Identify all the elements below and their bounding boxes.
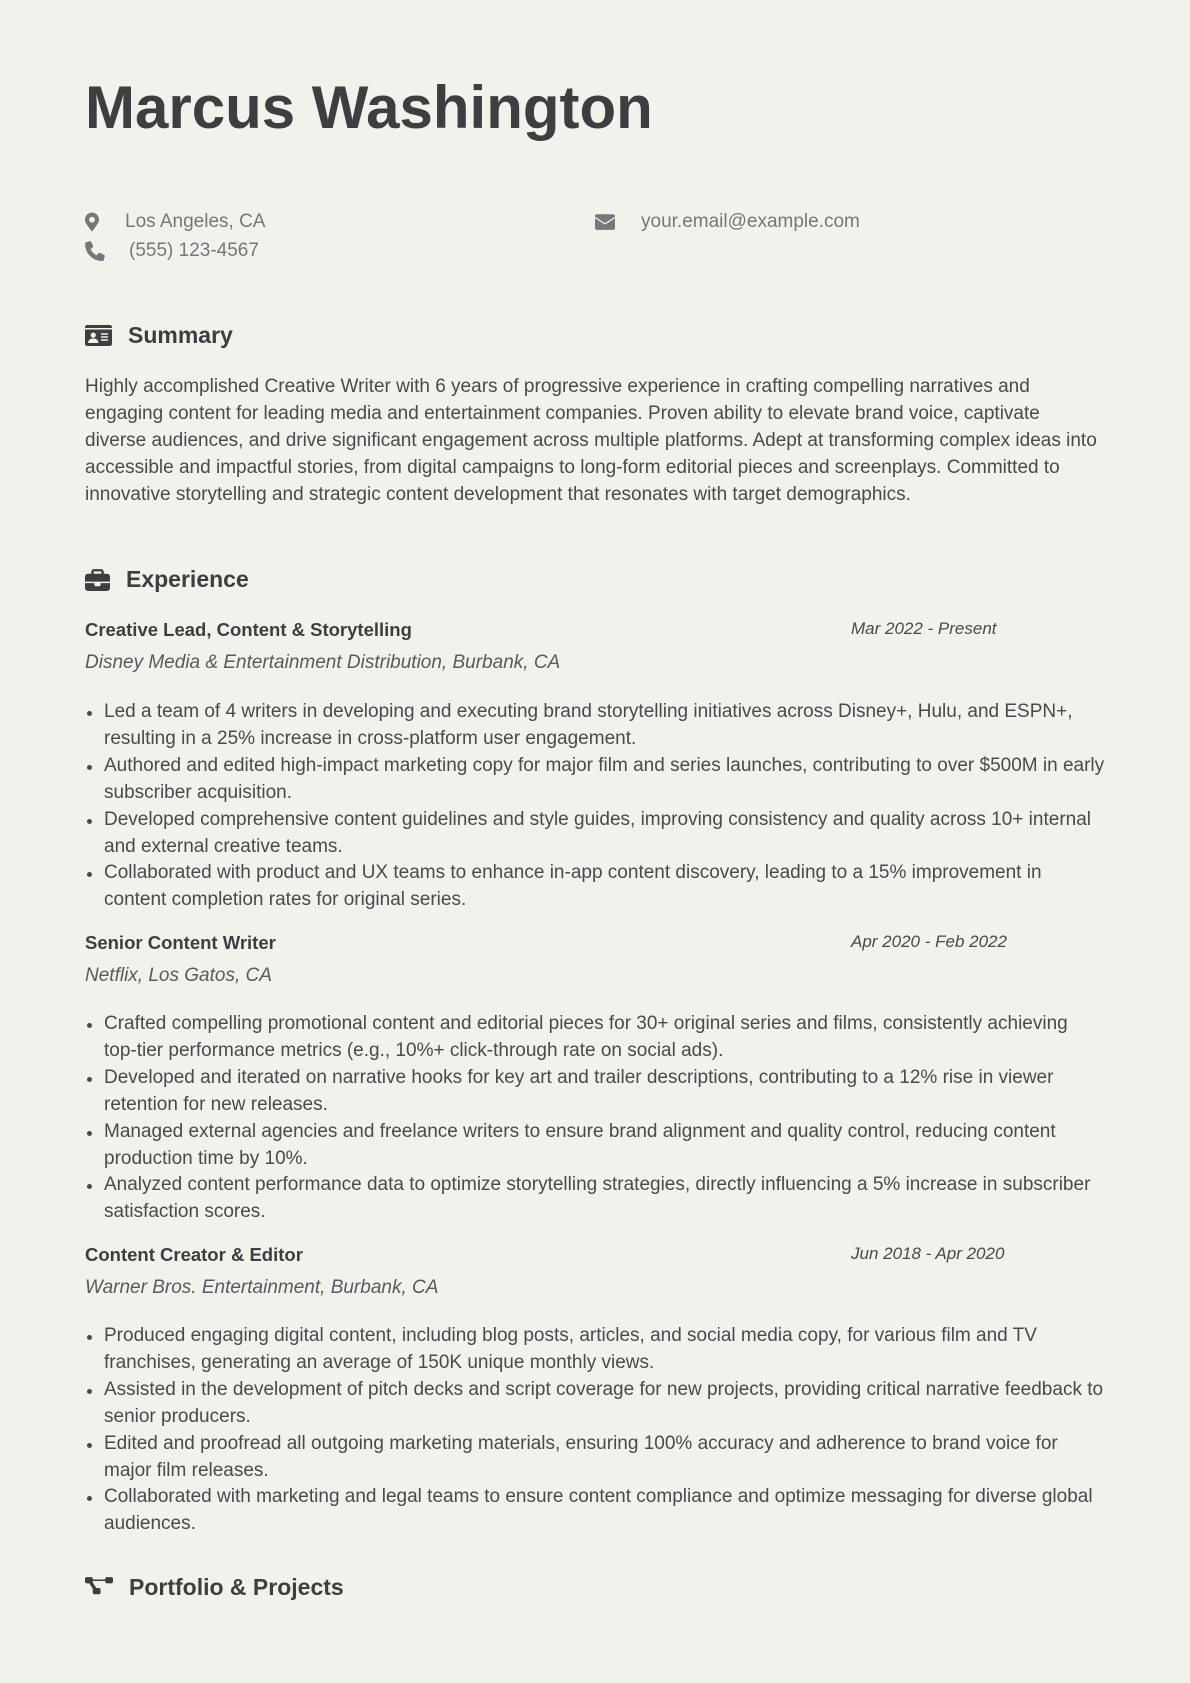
- contact-email: [595, 211, 860, 233]
- section-title: Portfolio & Projects: [129, 1574, 344, 1600]
- job-title: Creative Lead, Content & Storytelling: [85, 619, 412, 640]
- job-bullets: [85, 699, 1105, 914]
- job-company: Netflix, Los Gatos, CA: [85, 965, 272, 986]
- email-link[interactable]: your.email@example.com: [641, 211, 860, 232]
- envelope-icon: [595, 214, 615, 230]
- list-item: Collaborated with product and UX teams to enhance in-app content discovery, leading to a 15% improvement in content completion rates for original series.: [85, 860, 1105, 914]
- list-item: Assisted in the development of pitch decks and script coverage for new projects, providing critical narrative feedback to senior producers.: [85, 1377, 1105, 1431]
- list-item: Managed external agencies and freelance writers to ensure brand alignment and quality control, reducing content production time by 10%.: [85, 1119, 1105, 1173]
- job-bullets: [85, 1011, 1105, 1226]
- list-item: Developed and iterated on narrative hooks for key art and trailer descriptions, contributing to a 12% rise in viewer retention for new releases.: [85, 1065, 1105, 1119]
- project-diagram-icon: [85, 1577, 113, 1599]
- id-card-icon: [85, 325, 112, 346]
- list-item: Produced engaging digital content, including blog posts, articles, and social media copy, for various film and TV franchises, generating an average of 150K unique monthly views.: [85, 1323, 1105, 1377]
- list-item: Edited and proofread all outgoing marketing materials, ensuring 100% accuracy and adherence to brand voice for major film releases.: [85, 1431, 1105, 1485]
- section-experience-heading: [85, 566, 249, 593]
- list-item: Crafted compelling promotional content and editorial pieces for 30+ original series and films, consistently achieving top-tier performance metrics (e.g., 10%+ click-through rate on social ads).: [85, 1011, 1105, 1065]
- summary-text: Highly accomplished Creative Writer with 6 years of progressive experience in crafting compelling narratives and engaging content for leading media and entertainment companies. Proven ability to elevate brand voice, captivate diverse audiences, and drive significant engagement across multiple platforms. Adept at transforming complex ideas into accessible and impactful stories, from digital campaigns to long-form editorial pieces and screenplays. Committed to innovative storytelling and strategic content development that resonates with target demographics.: [85, 376, 1097, 505]
- list-item: Authored and edited high-impact marketing copy for major film and series launches, contributing to over $500M in early subscriber acquisition.: [85, 753, 1105, 807]
- list-item: Led a team of 4 writers in developing and executing brand storytelling initiatives across Disney+, Hulu, and ESPN+, resulting in a 25% increase in cross-platform user engagement.: [85, 699, 1105, 753]
- list-item: Developed comprehensive content guidelines and style guides, improving consistency and quality across 10+ internal and external creative teams.: [85, 807, 1105, 861]
- job-dates: Mar 2022 - Present: [851, 619, 997, 638]
- section-title: Experience: [126, 566, 249, 592]
- phone-icon: [85, 241, 105, 261]
- section-summary-heading: [85, 322, 233, 349]
- job-dates: Jun 2018 - Apr 2020: [851, 1244, 1005, 1263]
- briefcase-icon: [85, 569, 110, 591]
- section-portfolio-heading: [85, 1574, 344, 1601]
- job-company: Warner Bros. Entertainment, Burbank, CA: [85, 1277, 439, 1298]
- candidate-name: Marcus Washington: [85, 74, 653, 141]
- phone-text: (555) 123-4567: [129, 240, 259, 261]
- list-item: Analyzed content performance data to optimize storytelling strategies, directly influencing a 5% increase in subscriber satisfaction scores.: [85, 1172, 1105, 1226]
- list-item: Collaborated with marketing and legal teams to ensure content compliance and optimize messaging for diverse global audiences.: [85, 1484, 1105, 1538]
- job-title: Content Creator & Editor: [85, 1244, 303, 1265]
- location-text: Los Angeles, CA: [125, 211, 266, 232]
- contact-phone: [85, 240, 259, 262]
- job-bullets: [85, 1323, 1105, 1538]
- map-marker-icon: [85, 212, 99, 232]
- job-title: Senior Content Writer: [85, 932, 276, 953]
- section-title: Summary: [128, 322, 233, 348]
- job-company: Disney Media & Entertainment Distribution, Burbank, CA: [85, 652, 561, 673]
- job-dates: Apr 2020 - Feb 2022: [851, 932, 1007, 951]
- contact-location: [85, 211, 265, 233]
